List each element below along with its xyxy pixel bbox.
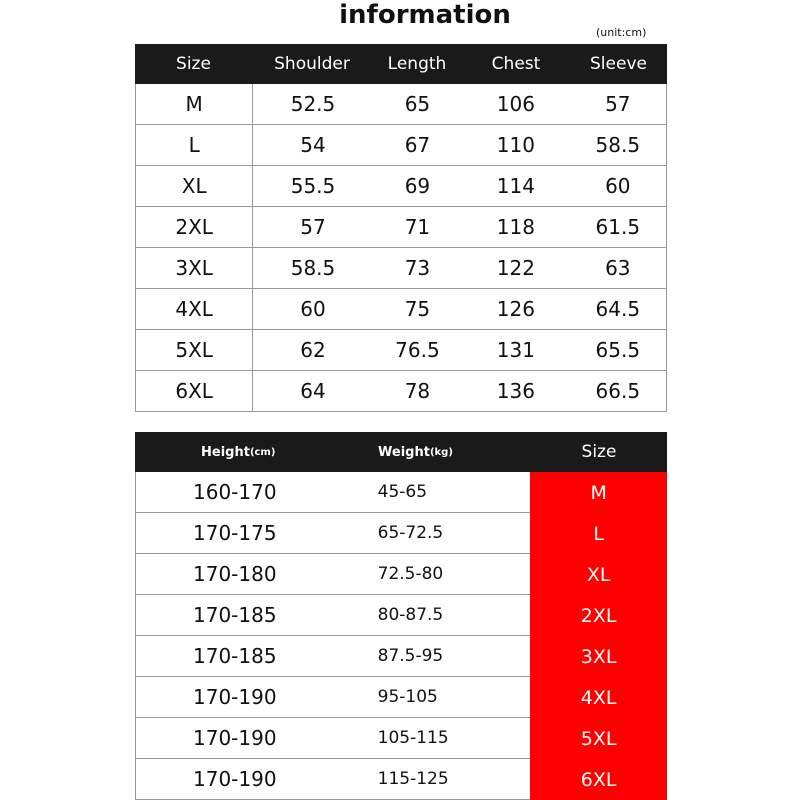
length-cell: 76.5 (395, 338, 440, 362)
sleeve-cell: 60 (605, 174, 631, 198)
table-row (135, 472, 667, 513)
size-cell: 4XL (530, 677, 667, 718)
page-title: information (339, 0, 511, 30)
sleeve-cell: 57 (605, 92, 631, 116)
size-cell: 4XL (136, 289, 253, 329)
shoulder-cell: 54 (300, 133, 326, 157)
table-row (135, 595, 667, 636)
sleeve-cell: 61.5 (595, 215, 641, 239)
chest-cell: 106 (496, 92, 535, 116)
size-cell: 2XL (530, 595, 667, 636)
length-cell: 65 (404, 92, 431, 116)
height-cell: 170-175 (193, 521, 277, 545)
shoulder-cell: 62 (300, 338, 326, 362)
size-cell: XL (136, 166, 253, 206)
weight-cell: 45-65 (377, 482, 428, 502)
weight-cell: 80-87.5 (377, 605, 444, 625)
size-cell: 3XL (136, 248, 253, 288)
height-cell: 170-190 (193, 726, 277, 750)
size-cell: L (136, 125, 253, 165)
table-row (135, 554, 667, 595)
size-cell: 5XL (530, 718, 667, 759)
table-row (135, 289, 667, 330)
table-row (135, 759, 667, 800)
header-size: Size (176, 54, 211, 74)
table-row (135, 718, 667, 759)
measurement-table-header (135, 44, 667, 84)
length-cell: 78 (404, 379, 431, 403)
size-cell: 3XL (530, 636, 667, 677)
chest-cell: 118 (496, 215, 535, 239)
length-cell: 73 (404, 256, 431, 280)
table-row (135, 207, 667, 248)
weight-cell: 95-105 (377, 687, 438, 707)
table-row (135, 371, 667, 412)
size-cell: 5XL (136, 330, 253, 370)
header-sleeve: Sleeve (590, 54, 647, 74)
chest-cell: 126 (496, 297, 535, 321)
size-cell: 6XL (136, 371, 253, 411)
weight-cell: 72.5-80 (377, 564, 444, 584)
header-chest: Chest (491, 54, 541, 74)
chest-cell: 136 (496, 379, 535, 403)
sleeve-cell: 64.5 (595, 297, 641, 321)
table-row (135, 84, 667, 125)
length-cell: 71 (404, 215, 431, 239)
recommendation-table-header (135, 432, 667, 472)
table-row (135, 125, 667, 166)
sleeve-cell: 63 (605, 256, 631, 280)
table-row (135, 636, 667, 677)
chest-cell: 114 (496, 174, 535, 198)
shoulder-cell: 55.5 (290, 174, 336, 198)
shoulder-cell: 57 (300, 215, 326, 239)
size-cell: L (530, 513, 667, 554)
height-cell: 170-185 (193, 603, 277, 627)
unit-note: (unit:cm) (596, 26, 647, 39)
chest-cell: 110 (496, 133, 535, 157)
height-cell: 160-170 (193, 480, 277, 504)
weight-cell: 87.5-95 (377, 646, 444, 666)
header-size: Size (581, 442, 617, 462)
table-row (135, 513, 667, 554)
size-cell: XL (530, 554, 667, 595)
shoulder-cell: 64 (300, 379, 326, 403)
size-cell: M (136, 84, 253, 124)
length-cell: 75 (404, 297, 431, 321)
chest-cell: 131 (496, 338, 535, 362)
header-shoulder: Shoulder (274, 54, 350, 74)
height-cell: 170-190 (193, 767, 277, 791)
height-cell: 170-180 (193, 562, 277, 586)
size-cell: 2XL (136, 207, 253, 247)
chest-cell: 122 (496, 256, 535, 280)
shoulder-cell: 58.5 (290, 256, 336, 280)
table-row (135, 166, 667, 207)
header-length: Length (387, 54, 447, 74)
sleeve-cell: 65.5 (595, 338, 641, 362)
height-cell: 170-185 (193, 644, 277, 668)
measurement-table (135, 44, 667, 412)
sleeve-cell: 66.5 (595, 379, 641, 403)
sleeve-cell: 58.5 (595, 133, 641, 157)
table-row (135, 677, 667, 718)
weight-cell: 115-125 (377, 769, 449, 789)
length-cell: 67 (404, 133, 431, 157)
shoulder-cell: 60 (300, 297, 326, 321)
weight-cell: 65-72.5 (377, 523, 444, 543)
table-row (135, 330, 667, 371)
table-row (135, 248, 667, 289)
size-cell: 6XL (530, 759, 667, 800)
shoulder-cell: 52.5 (290, 92, 336, 116)
weight-cell: 105-115 (377, 728, 449, 748)
header-height: Height (cm) (201, 444, 276, 460)
size-recommendation-table (135, 432, 667, 800)
length-cell: 69 (404, 174, 431, 198)
size-cell: M (530, 472, 667, 513)
height-cell: 170-190 (193, 685, 277, 709)
header-weight: Weight (kg) (378, 444, 453, 460)
